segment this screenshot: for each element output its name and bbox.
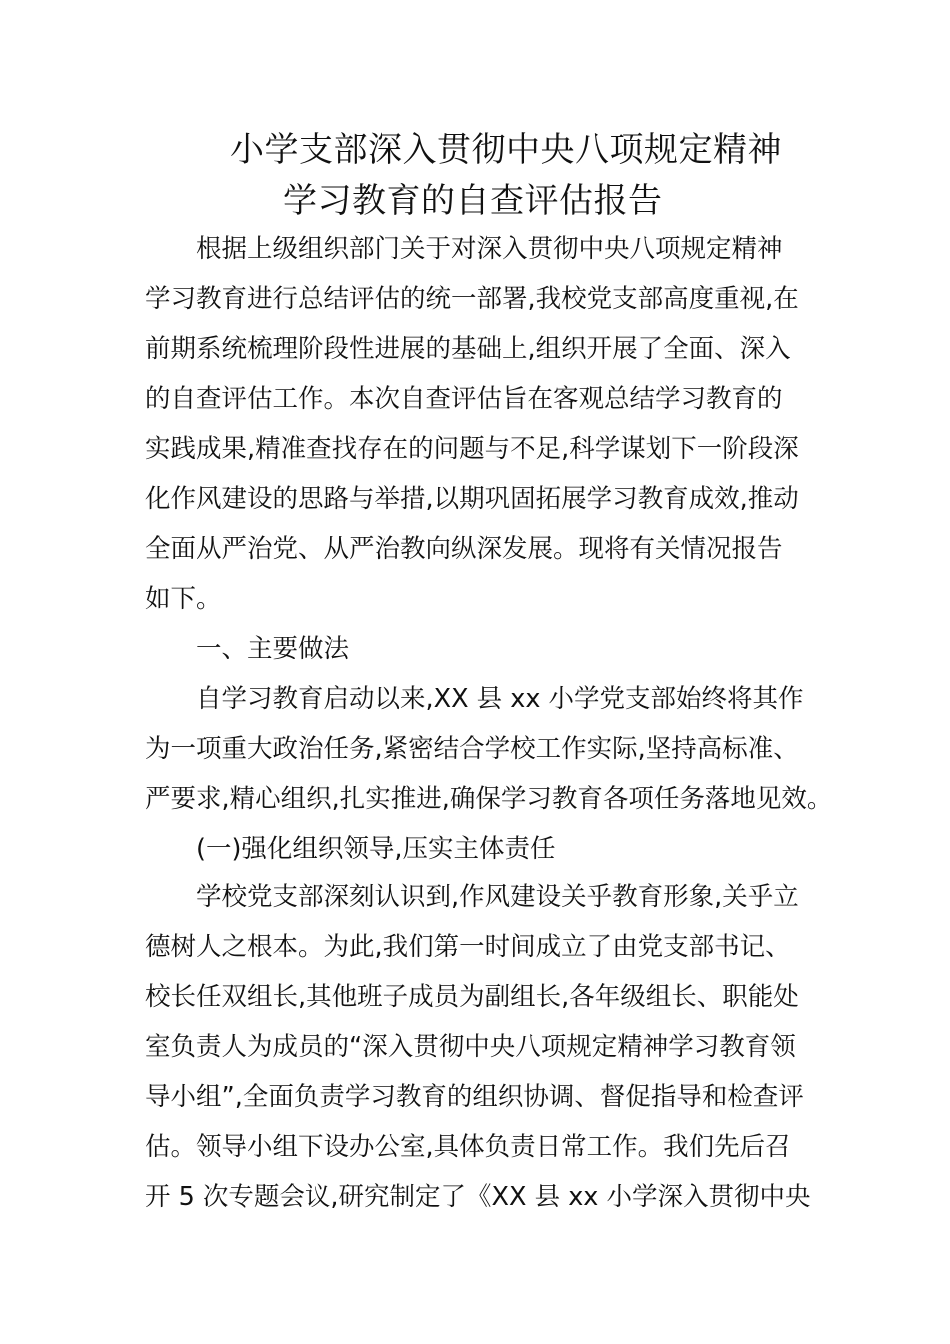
paragraph-line: 严要求,精心组织,扎实推进,确保学习教育各项任务落地见效。 — [145, 784, 833, 814]
paragraph-line: 导小组”,全面负责学习教育的组织协调、督促指导和检查评 — [145, 1082, 804, 1112]
paragraph-line: 根据上级组织部门关于对深入贯彻中央八项规定精神 — [196, 234, 783, 264]
paragraph-line: 的自查评估工作。本次自查评估旨在客观总结学习教育的 — [145, 384, 783, 414]
paragraph-line: 室负责人为成员的“深入贯彻中央八项规定精神学习教育领 — [145, 1032, 796, 1062]
section-heading: 一、主要做法 — [196, 634, 350, 664]
paragraph-line: 德树人之根本。为此,我们第一时间成立了由党支部书记、 — [145, 932, 791, 962]
paragraph-line: 校长任双组长,其他班子成员为副组长,各年级组长、职能处 — [145, 982, 799, 1012]
paragraph-line: 自学习教育启动以来,XX 县 xx 小学党支部始终将其作 — [196, 684, 804, 714]
paragraph-line: 开 5 次专题会议,研究制定了《XX 县 xx 小学深入贯彻中央 — [145, 1182, 811, 1212]
paragraph-line: 学习教育进行总结评估的统一部署,我校党支部高度重视,在 — [145, 284, 799, 314]
paragraph-line: 如下。 — [145, 584, 222, 614]
paragraph-line: 为一项重大政治任务,紧密结合学校工作实际,坚持高标准、 — [145, 734, 799, 764]
paragraph-line: 化作风建设的思路与举措,以期巩固拓展学习教育成效,推动 — [145, 484, 799, 514]
document-title-line-2: 学习教育的自查评估报告 — [283, 181, 663, 221]
subsection-heading: (一)强化组织领导,压实主体责任 — [196, 834, 556, 864]
paragraph-line: 前期系统梳理阶段性进展的基础上,组织开展了全面、深入 — [145, 334, 791, 364]
paragraph-line: 学校党支部深刻认识到,作风建设关乎教育形象,关乎立 — [196, 882, 799, 912]
document-title-line-1: 小学支部深入贯彻中央八项规定精神 — [230, 130, 782, 170]
paragraph-line: 全面从严治党、从严治教向纵深发展。现将有关情况报告 — [145, 534, 783, 564]
paragraph-line: 估。领导小组下设办公室,具体负责日常工作。我们先后召 — [145, 1132, 791, 1162]
paragraph-line: 实践成果,精准查找存在的问题与不足,科学谋划下一阶段深 — [145, 434, 799, 464]
